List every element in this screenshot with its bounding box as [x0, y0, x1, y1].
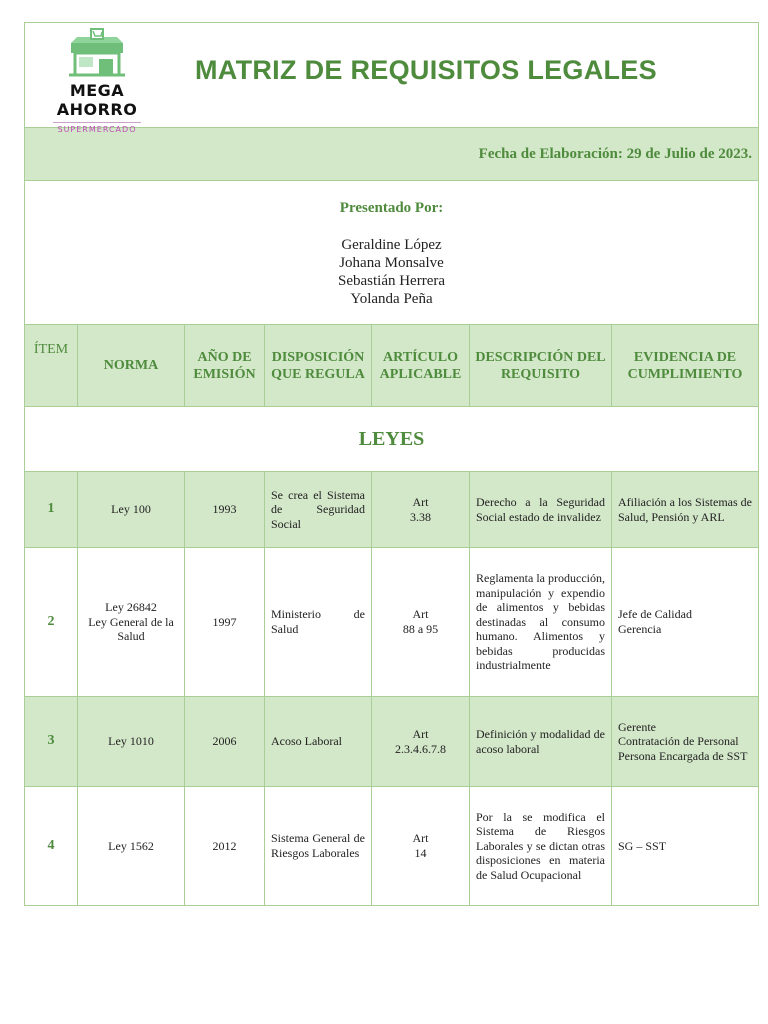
cell-anio: 1993 [185, 472, 265, 548]
cell-anio: 2012 [185, 787, 265, 906]
cell-evidencia: SG – SST [612, 787, 759, 906]
document-header [25, 23, 759, 134]
cell-evidencia: Gerente Contratación de Personal Persona Encargada de SST [612, 697, 759, 787]
requirements-matrix [24, 22, 759, 906]
cell-norma: Ley 26842 Ley General de la Salud [78, 548, 185, 697]
elaboration-date: Fecha de Elaboración: 29 de Julio de 2023. [25, 128, 759, 181]
cell-articulo: Art 14 [372, 787, 470, 906]
header-evidencia: EVIDENCIA DE CUMPLIMIENTO [612, 325, 759, 407]
cell-descripcion: Derecho a la Seguridad Social estado de invalidez [470, 472, 612, 548]
cell-item: 4 [25, 787, 78, 906]
cell-articulo: Art 88 a 95 [372, 548, 470, 697]
cell-anio: 1997 [185, 548, 265, 697]
cell-descripcion: Definición y modalidad de acoso laboral [470, 697, 612, 787]
table-row [25, 472, 759, 548]
table-header-row [25, 325, 759, 407]
document [24, 22, 758, 906]
cell-evidencia: Jefe de Calidad Gerencia [612, 548, 759, 697]
cell-disposicion: Ministerio de Salud [265, 548, 372, 697]
cell-evidencia: Afiliación a los Sistemas de Salud, Pensión y ARL [612, 472, 759, 548]
author-name: Johana Monsalve [339, 255, 444, 271]
table-row [25, 548, 759, 697]
cell-disposicion: Sistema General de Riesgos Laborales [265, 787, 372, 906]
author-name: Yolanda Peña [350, 291, 433, 307]
cell-descripcion: Por la se modifica el Sistema de Riesgos Laborales y se dictan otras disposiciones en materia de Salud Ocupacional [470, 787, 612, 906]
cell-descripcion: Reglamenta la producción, manipulación y expendio de alimentos y bebidas destinadas al consumo humano. Alimentos y bebidas producidas industrialmente [470, 548, 612, 697]
table-row [25, 787, 759, 906]
section-title: LEYES [25, 407, 759, 472]
logo-name: MEGA AHORRO [56, 81, 138, 119]
cell-norma: Ley 1562 [78, 787, 185, 906]
header-articulo: ARTÍCULO APLICABLE [372, 325, 470, 407]
author-name: Geraldine López [341, 237, 442, 253]
author-name: Sebastián Herrera [337, 273, 446, 289]
header-norma: NORMA [78, 325, 185, 407]
cell-anio: 2006 [185, 697, 265, 787]
cell-disposicion: Acoso Laboral [265, 697, 372, 787]
presented-by-section [25, 181, 759, 325]
store-icon [65, 27, 129, 79]
cell-articulo: Art 3.38 [372, 472, 470, 548]
table-row [25, 697, 759, 787]
cell-articulo: Art 2.3.4.6.7.8 [372, 697, 470, 787]
presented-by-label: Presentado Por: [339, 200, 444, 216]
company-logo [37, 27, 157, 134]
header-anio: AÑO DE EMISIÓN [185, 325, 265, 407]
cell-item: 3 [25, 697, 78, 787]
header-disposicion: DISPOSICIÓN QUE REGULA [265, 325, 372, 407]
cell-disposicion: Se crea el Sistema de Seguridad Social [265, 472, 372, 548]
cell-norma: Ley 1010 [78, 697, 185, 787]
cell-item: 2 [25, 548, 78, 697]
header-descripcion: DESCRIPCIÓN DEL REQUISITO [470, 325, 612, 407]
cell-norma: Ley 100 [78, 472, 185, 548]
document-title: MATRIZ DE REQUISITOS LEGALES [195, 55, 657, 85]
cell-item: 1 [25, 472, 78, 548]
header-item: ÍTEM [25, 325, 78, 407]
logo-subtitle: SUPERMERCADO [53, 122, 140, 134]
